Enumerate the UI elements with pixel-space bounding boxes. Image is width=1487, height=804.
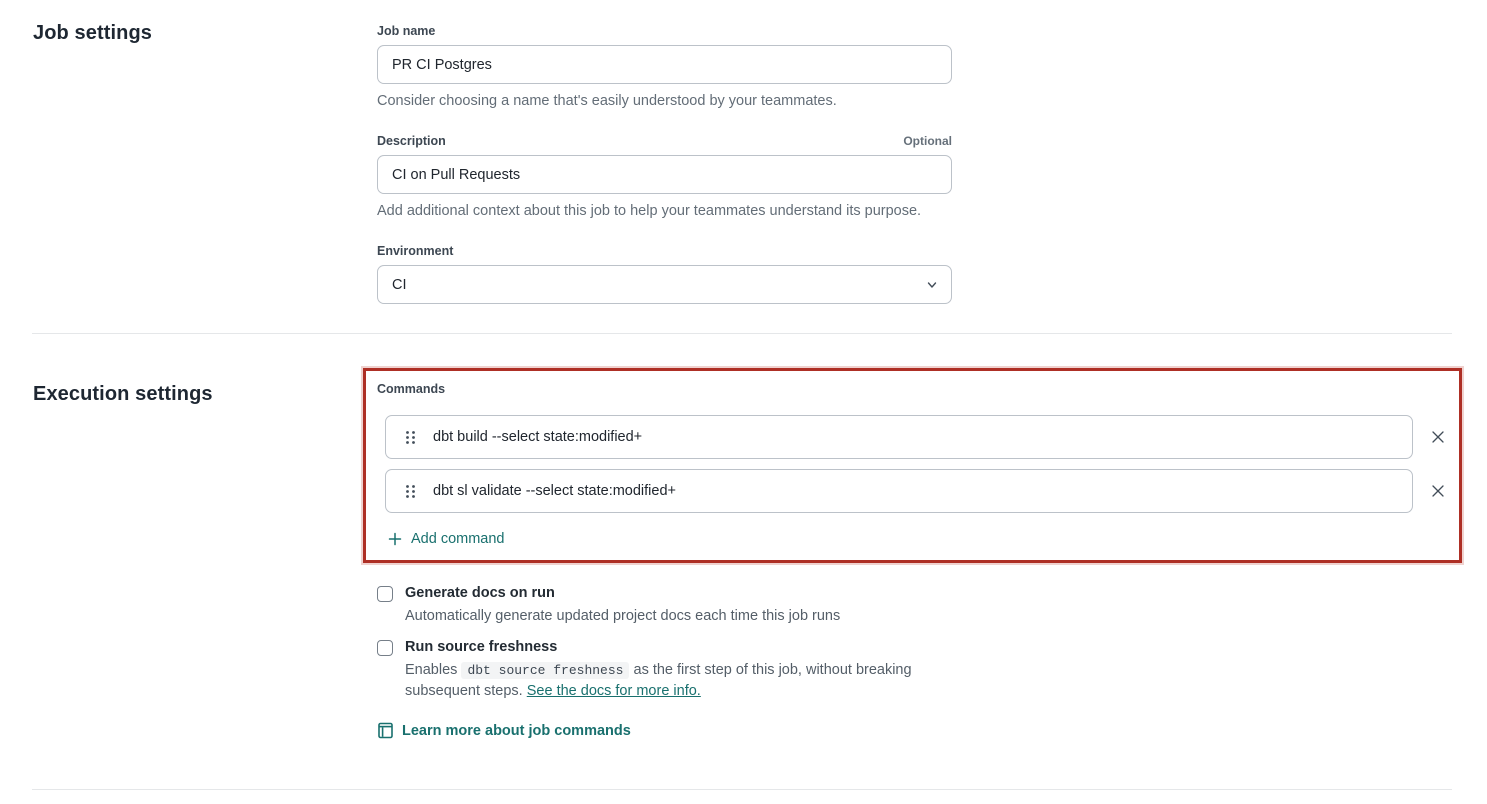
plus-icon — [388, 532, 402, 546]
learn-more-label: Learn more about job commands — [402, 722, 631, 739]
description-input[interactable] — [377, 155, 952, 194]
commands-highlight-box — [363, 368, 1462, 563]
job-name-label-row — [377, 24, 952, 38]
generate-docs-label: Generate docs on run — [405, 585, 555, 601]
drag-handle-icon[interactable] — [405, 484, 416, 499]
section-divider-bottom — [32, 789, 1452, 790]
run-source-freshness-checkbox[interactable] — [377, 640, 393, 656]
optional-badge: Optional — [903, 134, 952, 148]
job-name-help: Consider choosing a name that's easily understood by your teammates. — [377, 93, 837, 109]
execution-settings-heading: Execution settings — [33, 383, 213, 405]
command-input-container — [385, 415, 1413, 459]
see-docs-link[interactable]: See the docs for more info. — [526, 683, 701, 699]
environment-select[interactable] — [377, 265, 952, 304]
close-icon — [1430, 429, 1446, 445]
generate-docs-description: Automatically generate updated project docs each time this job runs — [405, 608, 841, 624]
command-input[interactable] — [433, 470, 1412, 512]
environment-label-row — [377, 244, 952, 258]
add-command-label: Add command — [411, 531, 505, 547]
environment-selected-value: CI — [392, 276, 407, 293]
run-source-freshness-label: Run source freshness — [405, 639, 558, 655]
job-settings-heading: Job settings — [33, 22, 152, 44]
close-icon — [1430, 483, 1446, 499]
drag-handle-icon[interactable] — [405, 430, 416, 445]
freshness-code-snippet: dbt source freshness — [461, 662, 629, 679]
chevron-down-icon — [926, 279, 938, 291]
add-command-button[interactable] — [388, 531, 505, 547]
generate-docs-row — [377, 585, 840, 626]
description-label: Description — [377, 134, 446, 148]
command-input[interactable] — [433, 416, 1412, 458]
remove-command-button[interactable] — [1428, 427, 1448, 447]
generate-docs-checkbox[interactable] — [377, 586, 393, 602]
run-source-freshness-description — [405, 660, 948, 701]
commands-label: Commands — [377, 382, 446, 396]
job-name-label: Job name — [377, 24, 436, 38]
description-help: Add additional context about this job to help your teammates understand its purpose. — [377, 203, 922, 219]
run-source-freshness-row — [377, 639, 948, 701]
job-settings-form — [377, 24, 952, 304]
book-icon — [378, 722, 393, 739]
environment-label: Environment — [377, 244, 454, 258]
command-row — [385, 469, 1448, 513]
freshness-desc-prefix: Enables — [405, 662, 458, 678]
job-name-input[interactable] — [377, 45, 952, 84]
description-label-row — [377, 134, 952, 148]
command-input-container — [385, 469, 1413, 513]
freshness-desc-suffix: as the first step of this job, without breaking subsequent steps. — [405, 662, 912, 699]
section-divider-top — [32, 333, 1452, 334]
learn-more-link[interactable] — [378, 722, 631, 739]
remove-command-button[interactable] — [1428, 481, 1448, 501]
command-row — [385, 415, 1448, 459]
